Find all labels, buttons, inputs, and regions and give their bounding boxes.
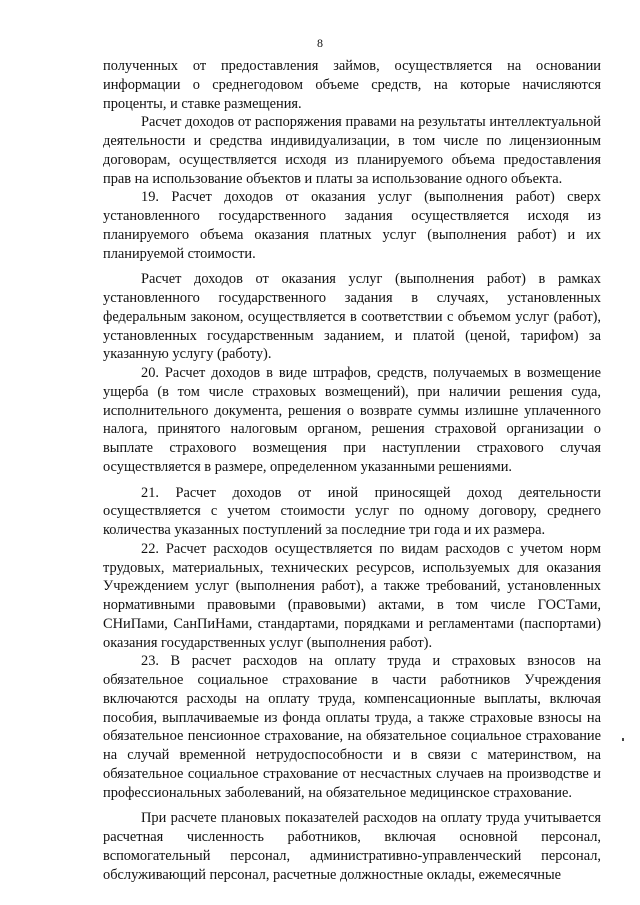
scan-edge-mark [622, 738, 624, 741]
page-number: 8 [317, 36, 323, 50]
paragraph-22: 22. Расчет расходов осуществляется по видам расходов с учетом норм трудовых, материальных, технических ресурсов, используемых для оказания Учреждением услуг (выполнения работ), а также требований, установленных нормативными правовыми (правовыми) актами, в том числе ГОСТами, СНиПами, СанПиНами, стандартами, порядками и регламентами (паспортами) оказания государственных услуг (выполнения работ). [103, 540, 601, 651]
paragraph-23: 23. В расчет расходов на оплату труда и страховых взносов на обязательное социальное страхование в части работников Учреждения включаются расходы на оплату труда, компенсационные выплаты, включая пособия, выплачиваемые из фонда оплаты труда, а также страховые взносы на обязательное пенсионное страхование, на обязательное социальное страхование на случай временной нетрудоспособности и в связи с материнством, на обязательное социальное страхование от несчастных случаев на производстве и профессиональных заболеваний, на обязательное медицинское страхование. [103, 653, 601, 801]
paragraph-19: 19. Расчет доходов от оказания услуг (выполнения работ) сверх установленного государственного задания осуществляется исходя из планируемого объема оказания платных услуг (выполнения работ) и их планируемой стоимости. [103, 189, 601, 262]
paragraph-continuation: полученных от предоставления займов, осуществляется на основании информации о среднегодовом объеме средств, на которые начисляются проценты, и ставке размещения. [103, 58, 601, 112]
paragraph-ip-rights-income: Расчет доходов от распоряжения правами на результаты интеллектуальной деятельности и средства индивидуализации, в том числе по лицензионным договорам, осуществляется исходя из планируемого объема предоставления прав на использование объектов и платы за использование одного объекта. [103, 114, 601, 187]
document-body [103, 57, 601, 884]
paragraph-20: 20. Расчет доходов в виде штрафов, средств, получаемых в возмещение ущерба (в том числе страховых возмещений), при наличии решения суда, исполнительного документа, решения о возврате суммы излишне уплаченного налога, принятого налоговым органом, решения страховой организации о выплате страхового возмещения при наступлении страхового случая осуществляется в размере, определенном указанными решениями. [103, 365, 601, 475]
paragraph-state-task-income: Расчет доходов от оказания услуг (выполнения работ) в рамках установленного государственного задания в случаях, установленных федеральным законом, осуществляется в соответствии с объемом услуг (работ), установленных государственным заданием, и платой (ценой, тарифом) за указанную услугу (работу). [103, 271, 601, 363]
paragraph-21: 21. Расчет доходов от иной приносящей доход деятельности осуществляется с учетом стоимости услуг по одному договору, среднего количества указанных поступлений за последние три года и их размера. [103, 484, 601, 538]
paragraph-payroll-planning: При расчете плановых показателей расходов на оплату труда учитывается расчетная численность работников, включая основной персонал, вспомогательный персонал, административно-управленческий персонал, обслуживающий персонал, расчетные должностные оклады, ежемесячные [103, 810, 601, 883]
